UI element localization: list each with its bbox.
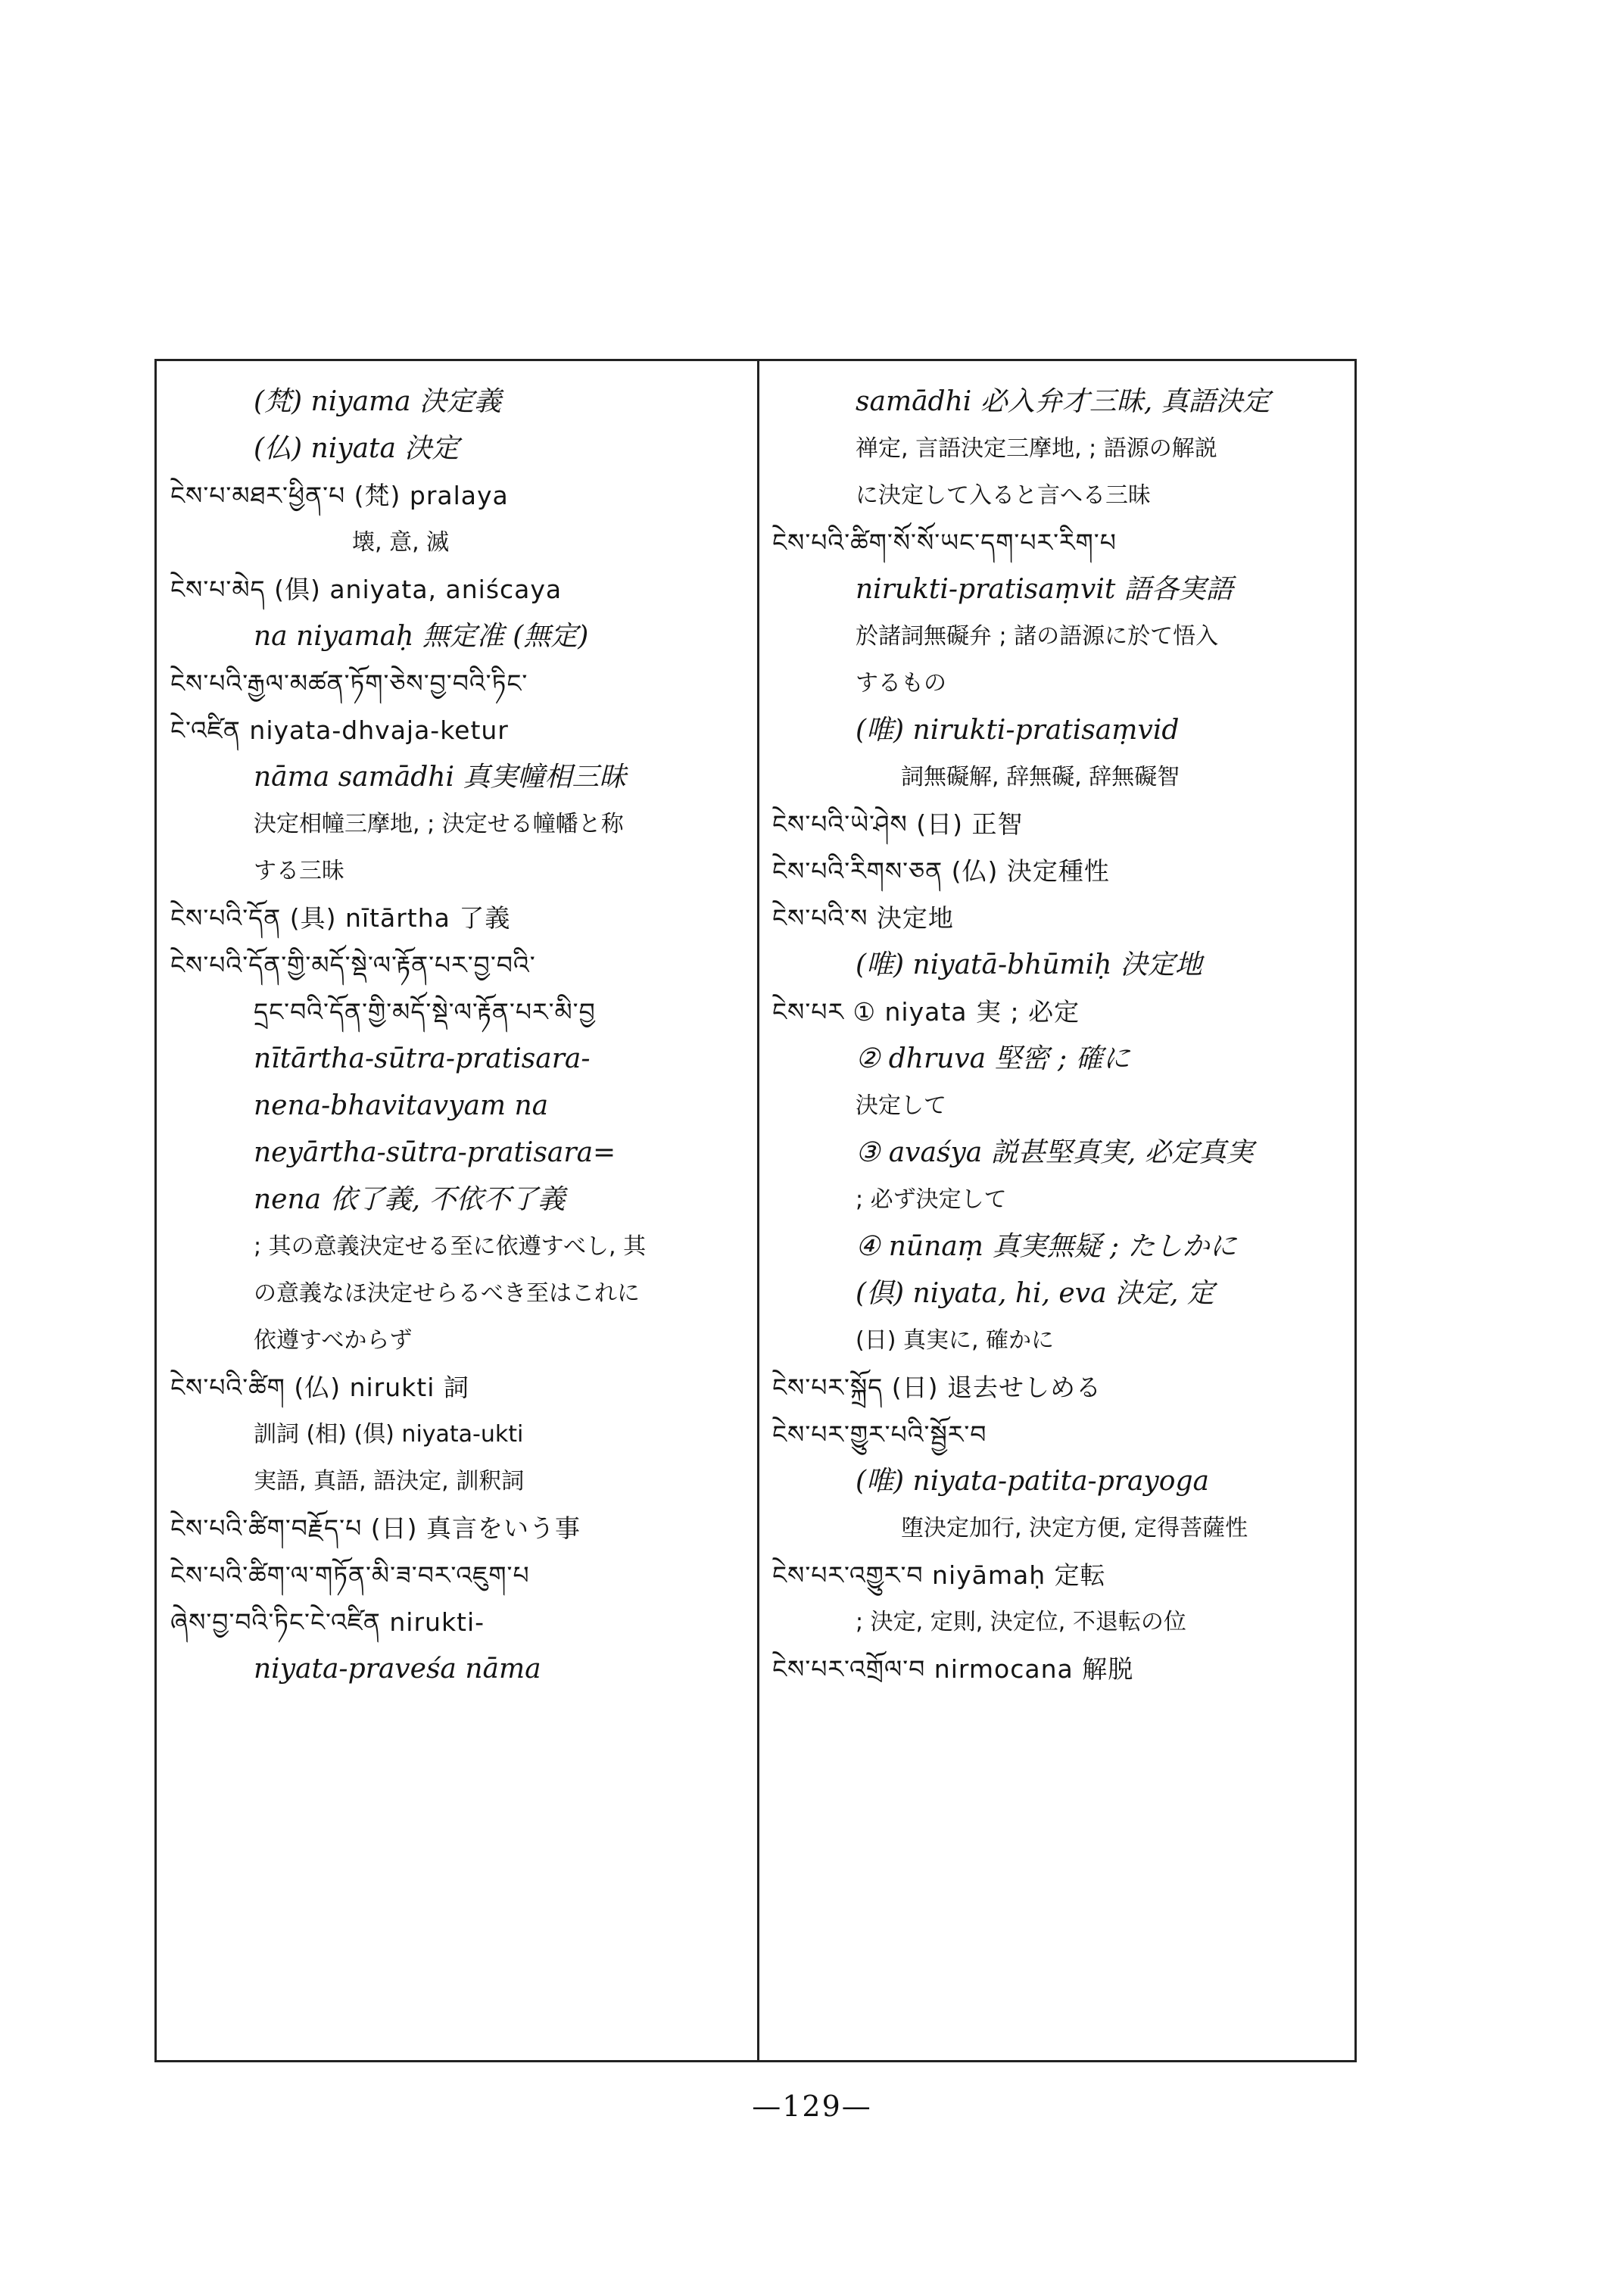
dictionary-line: ངེས་པར ① niyata 実 ; 必定: [772, 997, 1080, 1027]
dictionary-line: ངེས་པ་མཐར་ཕྱིན་པ (梵) pralaya: [170, 481, 509, 510]
dictionary-line: ངེས་པའི་རིགས་ཅན (仏) 決定種性: [772, 856, 1110, 886]
dictionary-line: に決定して入ると言へる三昧: [856, 482, 1151, 509]
dictionary-line: (唯) niyata-patita-prayoga: [856, 1466, 1209, 1497]
dictionary-line: ངེས་པའི་ཡེ་ཤེས (日) 正智: [772, 809, 1024, 839]
dictionary-line: ངེས་པའི་ཚིག་བརྗོད་པ (日) 真言をいう事: [170, 1513, 581, 1543]
dictionary-line: 実語, 真語, 語決定, 訓釈詞: [254, 1468, 525, 1495]
dictionary-line: ངེས་པ་མེད (倶) aniyata, aniścaya: [170, 575, 563, 604]
dictionary-line: (倶) niyata, hi, eva 決定, 定: [856, 1278, 1214, 1309]
dictionary-line: ངེས་པའི་དོན (具) nītārtha 了義: [170, 903, 511, 933]
right-column: [772, 379, 1348, 2044]
dictionary-line: するもの: [856, 670, 946, 697]
left-column: [170, 379, 746, 2044]
dictionary-line: niyata-praveśa nāma: [254, 1653, 541, 1685]
dictionary-line: neyārtha-sūtra-pratisara=: [254, 1137, 616, 1168]
dictionary-line: ④ nūnaṃ 真実無疑 ; たしかに: [856, 1231, 1237, 1262]
dictionary-line: ངེས་པའི་ཚིག་སོ་སོ་ཡང་དག་པར་རིག་པ: [772, 528, 1117, 557]
dictionary-line: ; 決定, 定則, 決定位, 不退転の位: [856, 1609, 1186, 1635]
dictionary-line: ངེས་པར་འགྱུར་བ niyāmaḥ 定転: [772, 1560, 1106, 1590]
dictionary-line: ངེས་པར་འགྲོལ་བ nirmocana 解脱: [772, 1654, 1134, 1684]
dictionary-line: 壊, 意, 滅: [352, 529, 450, 556]
dictionary-line: (梵) niyama 決定義: [254, 386, 502, 417]
dictionary-line: ཞེས་བྱ་བའི་ཏིང་ངེ་འཛིན nirukti-: [170, 1607, 485, 1637]
dictionary-line: ངེས་པའི་དོན་གྱི་མདོ་སྡེ་ལ་རྟོན་པར་བྱ་བའི་: [170, 950, 536, 980]
dictionary-line: ངེས་པའི་ས 決定地: [772, 903, 954, 933]
column-divider: [757, 359, 759, 2062]
dictionary-line: nirukti-pratisaṃvit 語各実語: [856, 574, 1233, 605]
dictionary-line: 訓詞 (相) (倶) niyata-ukti: [254, 1421, 524, 1448]
dictionary-line: ② dhruva 堅密 ; 確に: [856, 1043, 1130, 1074]
dictionary-line: samādhi 必入弁才三昧, 真語決定: [856, 386, 1270, 417]
dictionary-line: nena 依了義, 不依不了義: [254, 1184, 566, 1215]
dictionary-line: ངེས་པའི་ཚིག (仏) nirukti 詞: [170, 1373, 469, 1402]
dictionary-line: nena-bhavitavyam na: [254, 1090, 549, 1121]
dictionary-line: 依遵すべからず: [254, 1327, 413, 1354]
dictionary-line: ངེས་པའི་ཚིག་ལ་གཏོན་མི་ཟ་བར་འཇུག་པ: [170, 1560, 530, 1590]
dictionary-line: 堕決定加行, 決定方便, 定得菩薩性: [901, 1515, 1248, 1541]
dictionary-line: ངེས་པའི་རྒྱལ་མཚན་ཏོག་ཅེས་བྱ་བའི་ཏིང་: [170, 669, 528, 698]
dictionary-line: དྲང་བའི་དོན་གྱི་མདོ་སྡེ་ལ་རྟོན་པར་མི་བྱ: [254, 997, 596, 1027]
dictionary-line: ངེ་འཛིན niyata-dhvaja-ketur: [170, 715, 509, 745]
dictionary-line: 詞無礙解, 辞無礙, 辞無礙智: [901, 764, 1180, 790]
dictionary-line: する三昧: [254, 858, 344, 884]
dictionary-line: ; 其の意義決定せる至に依遵すべし, 其: [254, 1233, 647, 1260]
dictionary-line: ; 必ず決定して: [856, 1186, 1007, 1213]
dictionary-line: ངེས་པར་སྐྲོད (日) 退去せしめる: [772, 1373, 1102, 1402]
dictionary-line: (唯) niyatā-bhūmiḥ 決定地: [856, 949, 1202, 980]
dictionary-line: 於諸詞無礙弁 ; 諸の語源に於て悟入: [856, 623, 1219, 650]
dictionary-line: 禅定, 言語決定三摩地, ; 語源の解説: [856, 435, 1217, 462]
dictionary-line: ངེས་པར་གྱུར་པའི་སྦྱོར་བ: [772, 1420, 987, 1449]
dictionary-line: (仏) niyata 決定: [254, 433, 460, 464]
dictionary-line: (日) 真実に, 確かに: [856, 1327, 1055, 1354]
dictionary-line: (唯) nirukti-pratisaṃvid: [856, 715, 1180, 746]
dictionary-line: ③ avaśya 説甚堅真実, 必定真実: [856, 1137, 1254, 1168]
dictionary-line: の意義なほ決定せらるべき至はこれに: [254, 1280, 640, 1307]
dictionary-line: 決定して: [856, 1092, 946, 1119]
page-number: —129—: [752, 2090, 872, 2123]
dictionary-line: nāma samādhi 真実幢相三昧: [254, 762, 627, 793]
dictionary-line: na niyamaḥ 無定准 (無定): [254, 621, 589, 652]
dictionary-line: nītārtha-sūtra-pratisara-: [254, 1043, 591, 1074]
dictionary-line: 決定相幢三摩地, ; 決定せる幢幡と称: [254, 811, 624, 837]
